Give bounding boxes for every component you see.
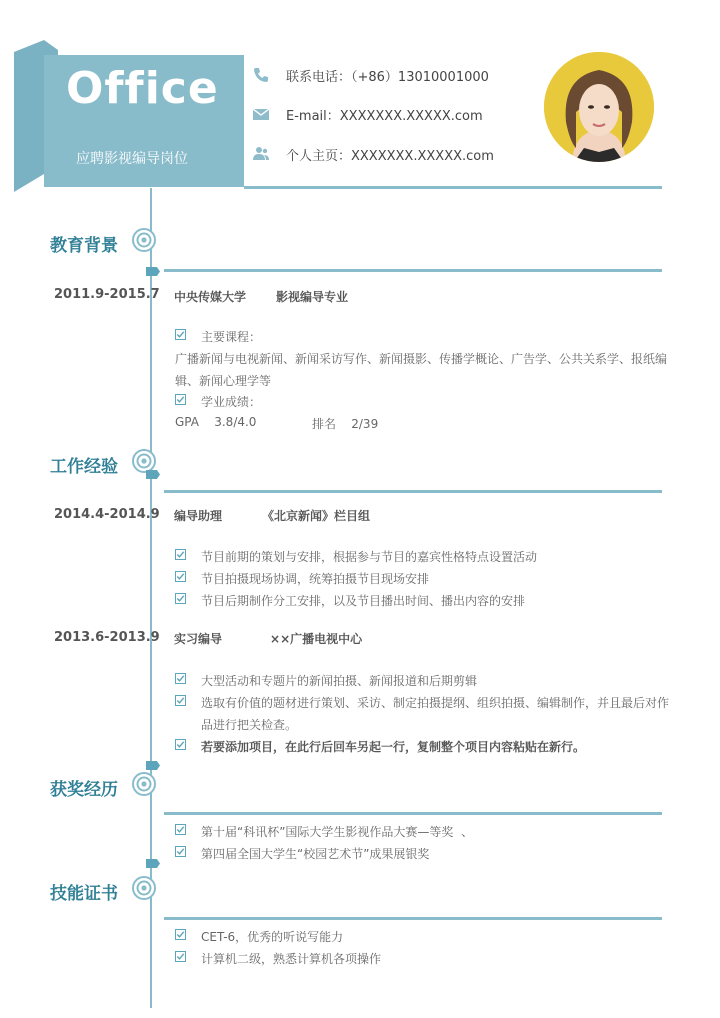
section-rule <box>164 269 662 272</box>
job-role: 编导助理 <box>174 509 223 523</box>
checkbox-icon <box>175 739 186 750</box>
header-divider <box>244 186 662 189</box>
gpa-value: GPA 3.8/4.0 <box>175 415 257 429</box>
list-item-text: 节目后期制作分工安排，以及节目播出时间、播出内容的安排 <box>201 594 526 608</box>
flag-marker <box>146 267 160 276</box>
checkbox-icon <box>175 824 186 835</box>
list-item-text: 若要添加项目，在此行后回车另起一行，复制整个项目内容粘贴在新行。 <box>201 740 586 754</box>
checkbox-icon <box>175 929 186 940</box>
checkbox-icon <box>175 549 186 560</box>
grades-label: 学业成绩： <box>201 395 262 409</box>
homepage-text[interactable]: 个人主页：XXXXXXX.XXXXX.com <box>286 149 494 164</box>
target-icon <box>132 772 156 796</box>
list-item-text: 节目拍摄现场协调，统筹拍摄节目现场安排 <box>201 572 430 586</box>
email-text[interactable]: E-mail：XXXXXXX.XXXXX.com <box>286 109 483 124</box>
flag-marker <box>146 761 160 770</box>
entry-date: 2013.6-2013.9 <box>54 630 160 645</box>
phone-text: 联系电话：（+86）13010001000 <box>286 70 489 85</box>
section-rule <box>164 490 662 493</box>
target-icon <box>132 449 156 473</box>
job-org: ××广播电视中心 <box>270 632 363 646</box>
flag-marker <box>146 859 160 868</box>
avatar <box>544 52 654 162</box>
courses-label: 主要课程： <box>201 330 262 344</box>
profile-photo <box>544 52 654 162</box>
section-title-education: 教育背景 <box>50 236 118 256</box>
section-rule <box>164 917 662 920</box>
job-org: 《北京新闻》栏目组 <box>262 509 371 523</box>
flag-marker <box>146 470 160 479</box>
entry-date: 2014.4-2014.9 <box>54 507 160 522</box>
list-item-text: 选取有价值的题材进行策划、采访、制定拍摄提纲、组织拍摄、编辑制作，并且最后对作 <box>201 696 670 710</box>
section-title-skills: 技能证书 <box>50 884 118 904</box>
checkbox-icon <box>175 846 186 857</box>
list-item-text: 第四届全国大学生“校园艺术节”成果展银奖 <box>201 847 430 861</box>
list-item-text: CET-6，优秀的听说写能力 <box>201 930 344 944</box>
courses-line: 广播新闻与电视新闻、新闻采访写作、新闻摄影、传播学概论、广告学、公共关系学、报纸编 <box>175 352 668 366</box>
checkbox-icon <box>175 593 186 604</box>
target-icon <box>132 228 156 252</box>
checkbox-icon <box>175 394 186 405</box>
section-rule <box>164 812 662 815</box>
checkbox-icon <box>175 673 186 684</box>
title-banner <box>44 55 244 187</box>
entry-heading <box>174 630 362 647</box>
banner-title: Office <box>66 63 219 114</box>
email-icon <box>252 105 270 123</box>
checkbox-icon <box>175 951 186 962</box>
list-item-text: 节目前期的策划与安排，根据参与节目的嘉宾性格特点设置活动 <box>201 550 538 564</box>
user-group-icon <box>252 145 270 163</box>
list-item-text: 大型活动和专题片的新闻拍摄、新闻报道和后期剪辑 <box>201 674 478 688</box>
checkbox-icon <box>175 571 186 582</box>
list-item-text: 计算机二级，熟悉计算机各项操作 <box>201 952 382 966</box>
checkbox-icon <box>175 329 186 340</box>
job-role: 实习编导 <box>174 632 223 646</box>
courses-line: 辑、新闻心理学等 <box>175 374 272 388</box>
checkbox-icon <box>175 695 186 706</box>
list-item-text: 第十届“科讯杯”国际大学生影视作品大赛—等奖 、 <box>201 825 474 839</box>
major-name: 影视编导专业 <box>276 290 349 304</box>
list-item-continuation: 品进行把关检查。 <box>201 718 298 732</box>
rank-value: 排名 2/39 <box>312 417 379 431</box>
section-title-awards: 获奖经历 <box>50 780 118 800</box>
entry-date: 2011.9-2015.7 <box>54 287 160 302</box>
target-icon <box>132 876 156 900</box>
school-name: 中央传媒大学 <box>174 290 247 304</box>
phone-icon <box>252 66 270 84</box>
entry-heading <box>174 507 370 524</box>
entry-heading <box>174 288 348 305</box>
section-title-work: 工作经验 <box>50 457 118 477</box>
banner-subtitle: 应聘影视编导岗位 <box>76 151 188 167</box>
